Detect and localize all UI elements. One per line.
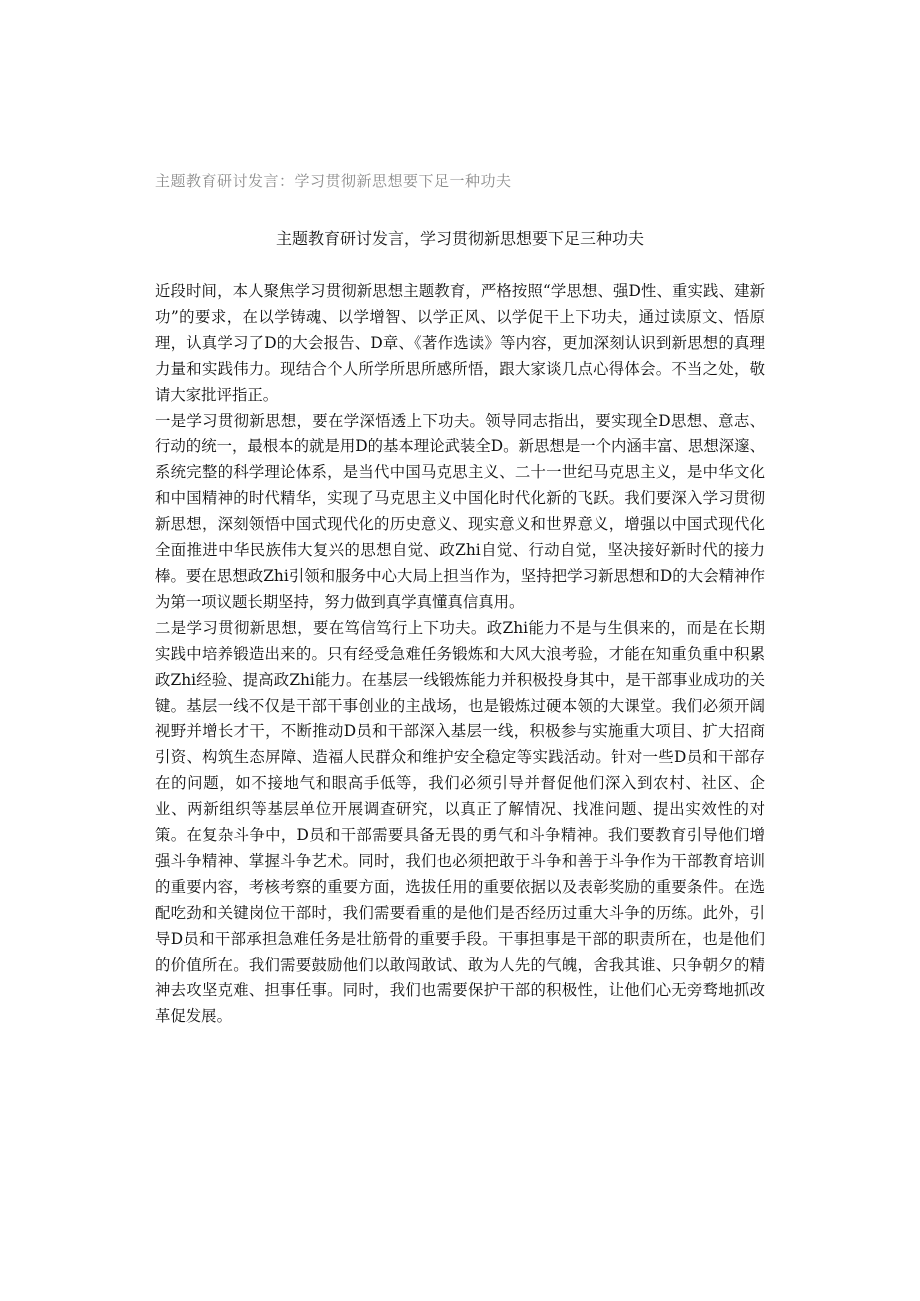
document-title: 主题教育研讨发言，学习贯彻新思想要下足三种功夫 bbox=[275, 229, 644, 248]
paragraph-intro: 近段时间，本人聚焦学习贯彻新思想主题教育，严格按照“学思想、强D性、重实践、建新功”的要求，在以学铸魂、以学增智、以学正风、以学促干上下功夫，通过读原文、悟原理，认真学习了D的大会报告、D章、《著作选读》等内容，更加深刻认识到新思想的真理力量和实践伟力。现结合个人所学所思所感所悟，跟大家谈几点心得体会。不当之处，敬请大家批评指正。 bbox=[155, 282, 765, 404]
paragraph-point-two: 二是学习贯彻新思想，要在笃信笃行上下功夫。政Zhi能力不是与生俱来的，而是在长期实践中培养锻造出来的。只有经受急难任务锻炼和大风大浪考验，才能在知重负重中积累政Zhi经验、提高政Zhi能力。在基层一线锻炼能力并积极投身其中，是干部事业成功的关键。基层一线不仅是干部干事创业的主战场，也是锻炼过硬本领的大课堂。我们必须开阔视野并增长才干，不断推动D员和干部深入基层一线，积极参与实施重大项目、扩大招商引资、构筑生态屏障、造福人民群众和维护安全稳定等实践活动。针对一些D员和干部存在的问题，如不接地气和眼高手低等，我们必须引导并督促他们深入到农村、社区、企业、两新组织等基层单位开展调查研究，以真正了解情况、找准问题、提出实效性的对策。在复杂斗争中，D员和干部需要具备无畏的勇气和斗争精神。我们要教育引导他们增强斗争精神、掌握斗争艺术。同时，我们也必须把敢于斗争和善于斗争作为干部教育培训的重要内容，考核考察的重要方面，选拔任用的重要依据以及表彰奖励的重要条件。在选配吃劲和关键岗位干部时，我们需要看重的是他们是否经历过重大斗争的历练。此外，引导D员和干部承担急难任务是壮筋骨的重要手段。干事担事是干部的职责所在，也是他们的价值所在。我们需要鼓励他们以敢闯敢试、敢为人先的气魄，舍我其谁、只争朝夕的精神去攻坚克难、担事任事。同时，我们也需要保护干部的积极性，让他们心无旁骛地抓改革促发展。 bbox=[155, 618, 765, 1026]
document-header: 主题教育研讨发言：学习贯彻新思想要下足一种功夫 bbox=[155, 172, 512, 190]
paragraph-point-one: 一是学习贯彻新思想，要在学深悟透上下功夫。领导同志指出，要实现全D思想、意志、行动的统一，最根本的就是用D的基本理论武装全D。新思想是一个内涵丰富、思想深邃、系统完整的科学理论体系，是当代中国马克思主义、二十一世纪马克思主义，是中华文化和中国精神的时代精华，实现了马克思主义中国化时代化新的飞跃。我们要深入学习贯彻新思想，深刻领悟中国式现代化的历史意义、现实意义和世界意义，增强以中国式现代化全面推进中华民族伟大复兴的思想自觉、政Zhi自觉、行动自觉，坚决接好新时代的接力棒。要在思想政Zhi引领和服务中心大局上担当作为，坚持把学习新思想和D的大会精神作为第一项议题长期坚持，努力做到真学真懂真信真用。 bbox=[155, 411, 765, 611]
document-body bbox=[155, 279, 765, 1030]
